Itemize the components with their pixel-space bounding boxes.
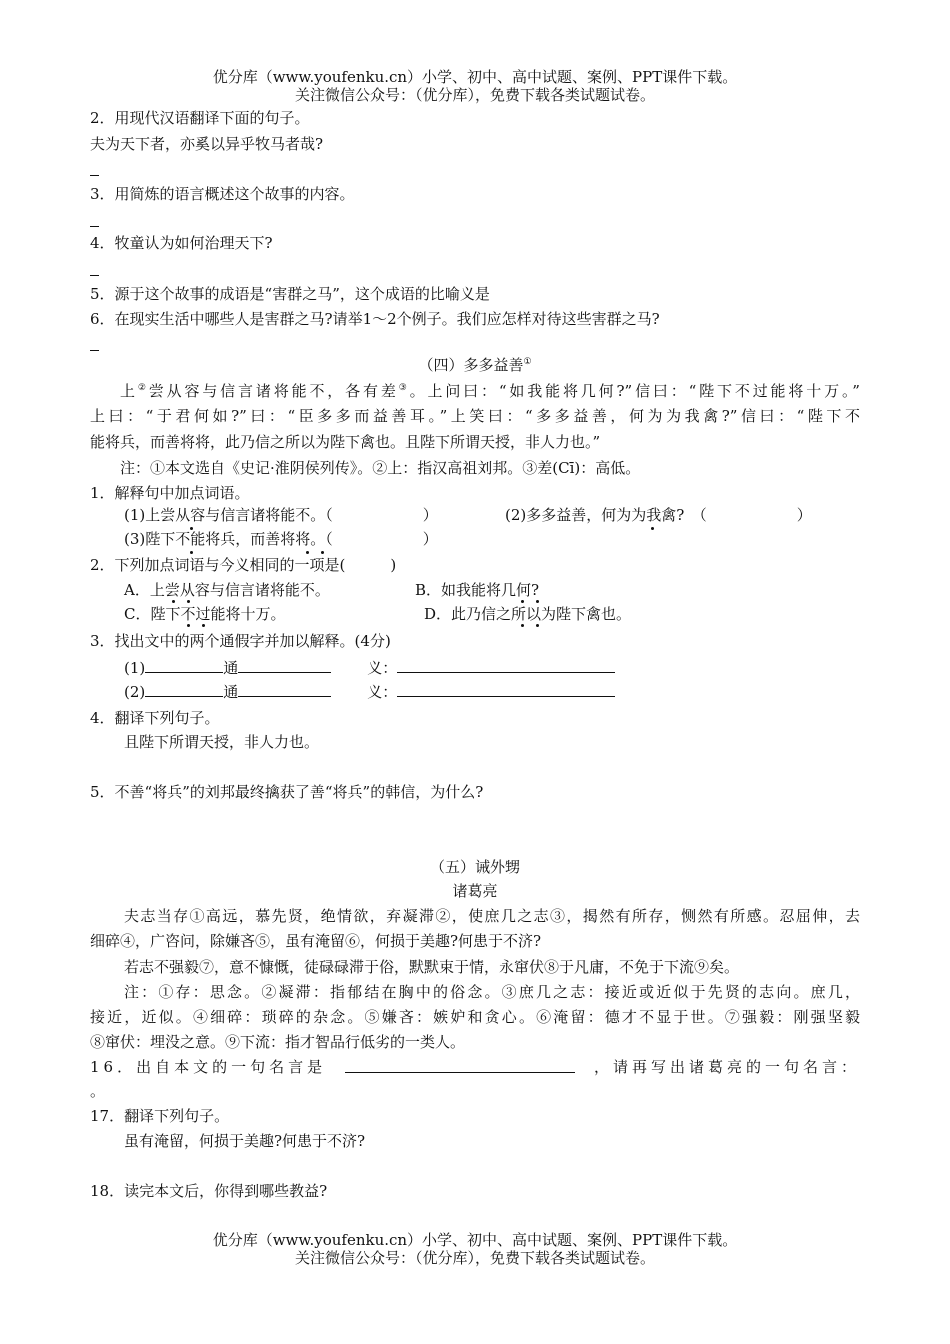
p4-option-d: D．此乃信之所以为陛下禽也。 bbox=[424, 605, 632, 623]
emphasis-dot bbox=[321, 551, 324, 554]
emphasis-dot bbox=[187, 624, 190, 627]
p3-question-4: 4．牧童认为如何治理天下? bbox=[90, 234, 273, 252]
p3-question-2: 2．用现代汉语翻译下面的句子。 bbox=[90, 109, 310, 127]
part5-note-line-2: 接近，近似。④细碎：琐碎的杂念。⑤嫌吝：嫉妒和贪心。⑥淹留：德才不显于世。⑦强毅：刚强坚毅 bbox=[90, 1008, 860, 1026]
answer-mark bbox=[90, 226, 99, 227]
emphasis-dot bbox=[521, 600, 524, 603]
emphasis-dot bbox=[202, 624, 205, 627]
p3-question-3: 3．用简炼的语言概述这个故事的内容。 bbox=[90, 185, 355, 203]
emphasis-dot bbox=[521, 624, 524, 627]
emphasis-dot bbox=[172, 600, 175, 603]
answer-mark bbox=[90, 350, 99, 351]
part4-title: （四）多多益善① bbox=[418, 356, 532, 374]
emphasis-dot bbox=[187, 600, 190, 603]
part5-author: 诸葛亮 bbox=[452, 882, 498, 900]
p4-question-1-b: (2)多多益善，何为为我禽? （ ） bbox=[505, 506, 812, 524]
answer-mark bbox=[90, 175, 99, 176]
part4-note: 注：①本文选自《史记·淮阴侯列传》。②上：指汉高祖刘邦。③差(Cī)：高低。 bbox=[120, 459, 641, 477]
p4-option-c: C．陛下不过能将十万。 bbox=[124, 605, 286, 623]
emphasis-dot bbox=[190, 527, 193, 530]
part5-passage-line-2: 细碎④，广咨问，除嫌吝⑤，虽有淹留⑥，何损于美趣?何患于不济? bbox=[90, 932, 542, 950]
part4-passage-line-2: 上曰：“于君何如?”曰：“臣多多而益善耳。”上笑曰：“多多益善，何为为我禽?”信曰：“陛下不 bbox=[90, 407, 860, 425]
p5-question-18: 18．读完本文后，你得到哪些教益? bbox=[90, 1182, 328, 1200]
part4-passage-line-3: 能将兵，而善将将，此乃信之所以为陛下禽也。且陛下所谓天授，非人力也。” bbox=[90, 433, 601, 451]
footer-line-1: 优分库（www.youfenku.cn）小学、初中、高中试题、案例、PPT课件下载。 bbox=[212, 1231, 738, 1249]
p4-question-3: 3．找出文中的两个通假字并加以解释。(4分) bbox=[90, 632, 391, 650]
p5-question-17-text: 虽有淹留，何损于美趣?何患于不济? bbox=[124, 1132, 366, 1150]
p3-question-5: 5．源于这个故事的成语是“害群之马”，这个成语的比喻义是 bbox=[90, 285, 490, 303]
part5-title: （五）诫外甥 bbox=[429, 858, 520, 876]
p4-question-3-row-2: (2) 通 义： bbox=[124, 681, 615, 702]
emphasis-dot bbox=[306, 551, 309, 554]
header-line-1: 优分库（www.youfenku.cn）小学、初中、高中试题、案例、PPT课件下载。 bbox=[212, 68, 738, 86]
p3-question-2-text: 夫为天下者，亦奚以异乎牧马者哉? bbox=[90, 135, 324, 153]
emphasis-dot bbox=[651, 527, 654, 530]
p4-question-1-a: (1)上尝从容与信言诸将能不。（ ） bbox=[124, 506, 438, 524]
p4-question-2: 2．下列加点词语与今义相同的一项是( ) bbox=[90, 556, 397, 574]
emphasis-dot bbox=[536, 624, 539, 627]
p4-question-1-c: (3)陛下不能将兵，而善将将。（ ） bbox=[124, 530, 438, 548]
answer-mark bbox=[90, 275, 99, 276]
p5-question-17: 17．翻译下列句子。 bbox=[90, 1107, 230, 1125]
part5-note-line-1: 注：①存：思念。②凝滞：指郁结在胸中的俗念。③庶几之志：接近或近似于先贤的志向。庶几， bbox=[124, 983, 860, 1001]
emphasis-dot bbox=[190, 551, 193, 554]
p3-question-6: 6．在现实生活中哪些人是害群之马?请举1～2个例子。我们应怎样对待这些害群之马? bbox=[90, 310, 660, 328]
p4-question-5: 5．不善“将兵”的刘邦最终擒获了善“将兵”的韩信，为什么? bbox=[90, 783, 484, 801]
header-line-2: 关注微信公众号：（优分库），免费下载各类试题试卷。 bbox=[294, 86, 655, 104]
p5-question-16-end: 。 bbox=[90, 1082, 106, 1100]
part5-passage-line-1: 夫志当存①高远，慕先贤，绝情欲，弃凝滞②，使庶几之志③，揭然有所存，恻然有所感。忍屈伸，去 bbox=[124, 907, 860, 925]
part4-passage-line-1: 上②尝从容与信言诸将能不，各有差③。上问曰：“如我能将几何?”信曰：“陛下不过能将十万。” bbox=[120, 382, 860, 400]
part5-passage-line-3: 若志不强毅⑦，意不慷慨，徒碌碌滞于俗，默默束于情，永窜伏⑧于凡庸，不免于下流⑨矣。 bbox=[124, 958, 740, 976]
emphasis-dot bbox=[536, 600, 539, 603]
part5-note-line-3: ⑧窜伏：埋没之意。⑨下流：指才智品行低劣的一类人。 bbox=[90, 1033, 466, 1051]
p4-question-1: 1．解释句中加点词语。 bbox=[90, 484, 250, 502]
p4-option-b: B．如我能将几何? bbox=[415, 581, 540, 599]
p4-question-4-text: 且陛下所谓天授，非人力也。 bbox=[124, 733, 320, 751]
p4-question-3-row-1: (1) 通 义： bbox=[124, 657, 615, 678]
p4-question-4: 4．翻译下列句子。 bbox=[90, 709, 220, 727]
p4-option-a: A．上尝从容与信言诸将能不。 bbox=[124, 581, 330, 599]
footer-line-2: 关注微信公众号：（优分库），免费下载各类试题试卷。 bbox=[294, 1249, 655, 1267]
p5-question-16: 16．出自本文的一句名言是 ，请再写出诸葛亮的一句名言： bbox=[90, 1058, 860, 1076]
